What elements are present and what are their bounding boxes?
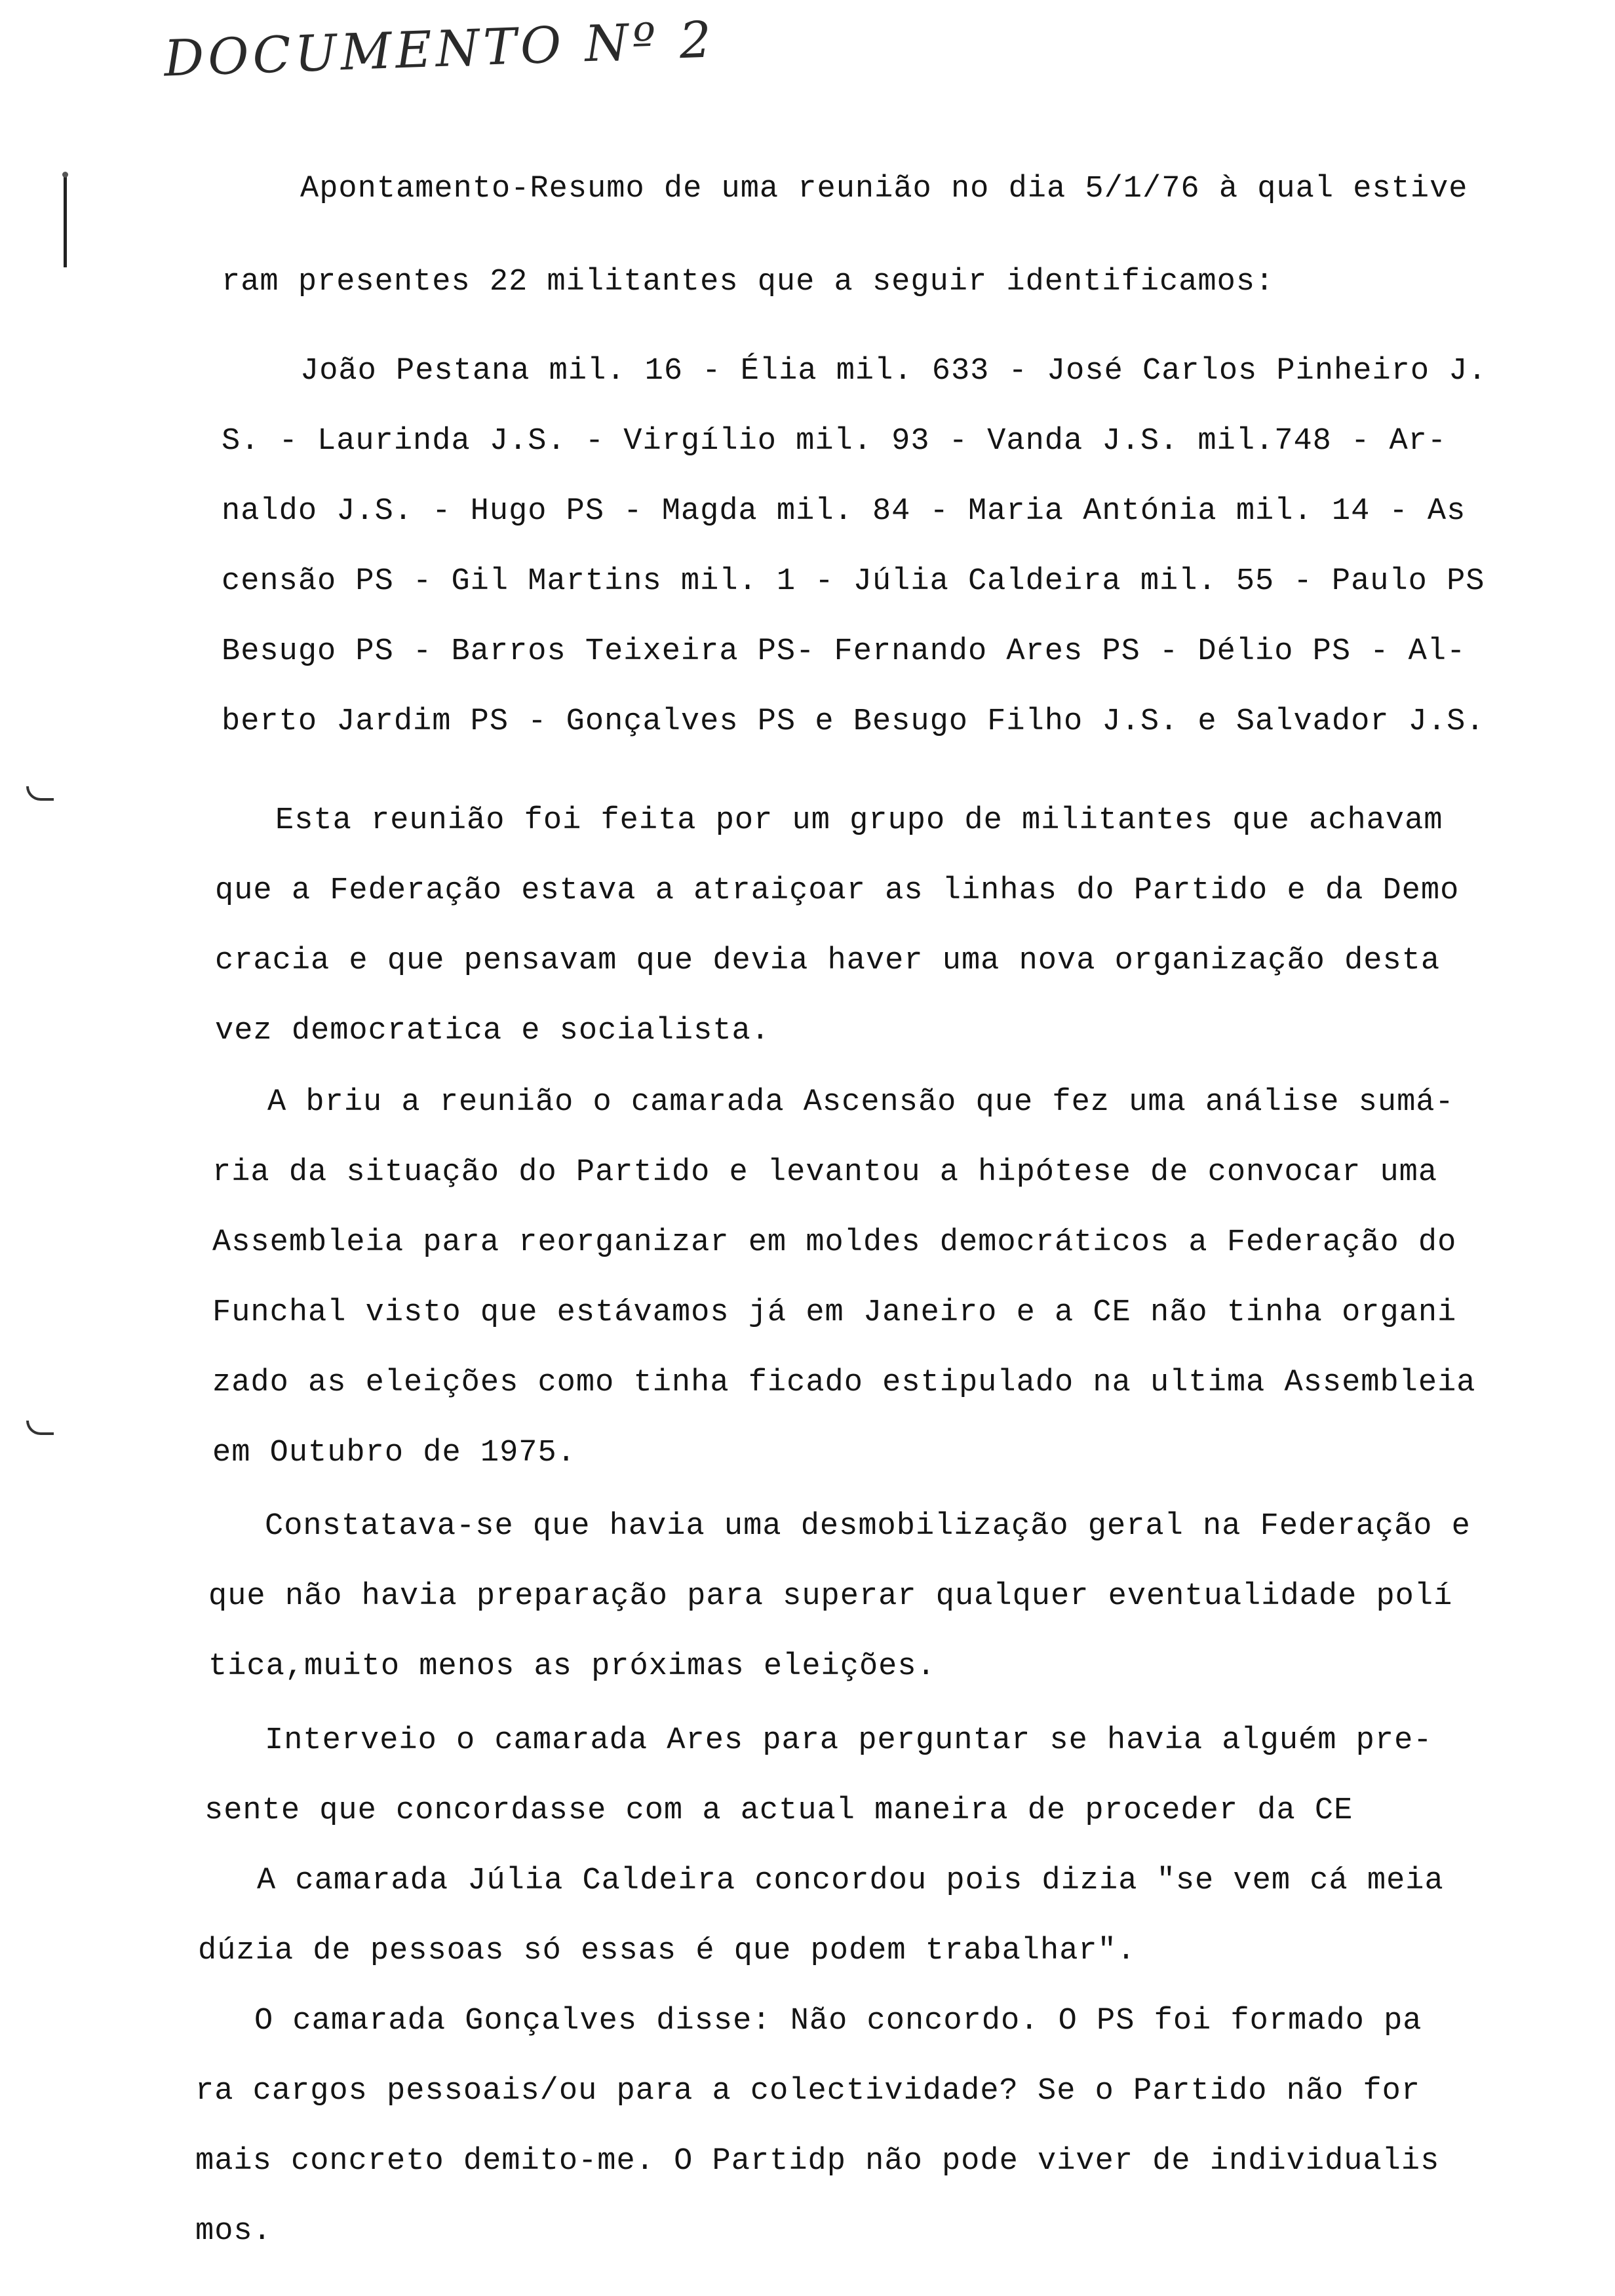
text-line-6: censão PS - Gil Martins mil. 1 - Júlia Caldeira mil. 55 - Paulo PS <box>222 564 1485 599</box>
text-line-13: A briu a reunião o camarada Ascensão que fez uma análise sumá- <box>267 1085 1454 1120</box>
text-line-25: dúzia de pessoas só essas é que podem trabalhar". <box>198 1934 1137 1968</box>
margin-tick-1 <box>26 786 54 801</box>
margin-bar <box>64 176 67 267</box>
text-line-16: Funchal visto que estávamos já em Janeiro e a CE não tinha organi <box>212 1295 1457 1330</box>
text-line-19: Constatava-se que havia uma desmobilização geral na Federação e <box>265 1509 1471 1544</box>
text-line-1: Apontamento-Resumo de uma reunião no dia 5/1/76 à qual estive <box>300 172 1468 206</box>
text-line-21: tica,muito menos as próximas eleições. <box>208 1649 936 1684</box>
text-line-29: mos. <box>195 2214 272 2249</box>
text-line-28: mais concreto demito-me. O Partidp não pode viver de individualis <box>195 2144 1440 2179</box>
text-line-9: Esta reunião foi feita por um grupo de militantes que achavam <box>275 803 1443 838</box>
handwritten-title: DOCUMENTO Nº 2 <box>163 10 716 88</box>
text-line-4: S. - Laurinda J.S. - Virgílio mil. 93 - Vanda J.S. mil.748 - Ar- <box>222 424 1447 459</box>
text-line-18: em Outubro de 1975. <box>212 1436 576 1470</box>
text-line-22: Interveio o camarada Ares para perguntar se havia alguém pre- <box>265 1723 1433 1758</box>
text-line-23: sente que concordasse com a actual maneira de proceder da CE <box>204 1793 1353 1828</box>
text-line-12: vez democratica e socialista. <box>215 1014 770 1048</box>
text-line-26: O camarada Gonçalves disse: Não concordo. O PS foi formado pa <box>254 2004 1422 2038</box>
text-line-2: ram presentes 22 militantes que a seguir identificamos: <box>222 265 1275 299</box>
text-line-20: que não havia preparação para superar qualquer eventualidade polí <box>208 1579 1453 1614</box>
text-line-7: Besugo PS - Barros Teixeira PS- Fernando Ares PS - Délio PS - Al- <box>222 634 1466 669</box>
text-line-8: berto Jardim PS - Gonçalves PS e Besugo Filho J.S. e Salvador J.S. <box>222 704 1485 739</box>
text-line-15: Assembleia para reorganizar em moldes democráticos a Federação do <box>212 1225 1457 1260</box>
margin-tick-2 <box>26 1421 54 1435</box>
text-line-5: naldo J.S. - Hugo PS - Magda mil. 84 - Maria Antónia mil. 14 - As <box>222 494 1466 529</box>
text-line-10: que a Federação estava a atraiçoar as linhas do Partido e da Demo <box>215 873 1460 908</box>
text-line-17: zado as eleições como tinha ficado estipulado na ultima Assembleia <box>212 1366 1476 1400</box>
text-line-24: A camarada Júlia Caldeira concordou pois dizia "se vem cá meia <box>257 1864 1444 1898</box>
margin-dot <box>62 172 68 178</box>
text-line-27: ra cargos pessoais/ou para a colectividade? Se o Partido não for <box>195 2074 1421 2109</box>
text-line-3: João Pestana mil. 16 - Élia mil. 633 - José Carlos Pinheiro J. <box>300 354 1487 389</box>
text-line-11: cracia e que pensavam que devia haver uma nova organização desta <box>215 944 1441 978</box>
text-line-14: ria da situação do Partido e levantou a hipótese de convocar uma <box>212 1155 1438 1190</box>
